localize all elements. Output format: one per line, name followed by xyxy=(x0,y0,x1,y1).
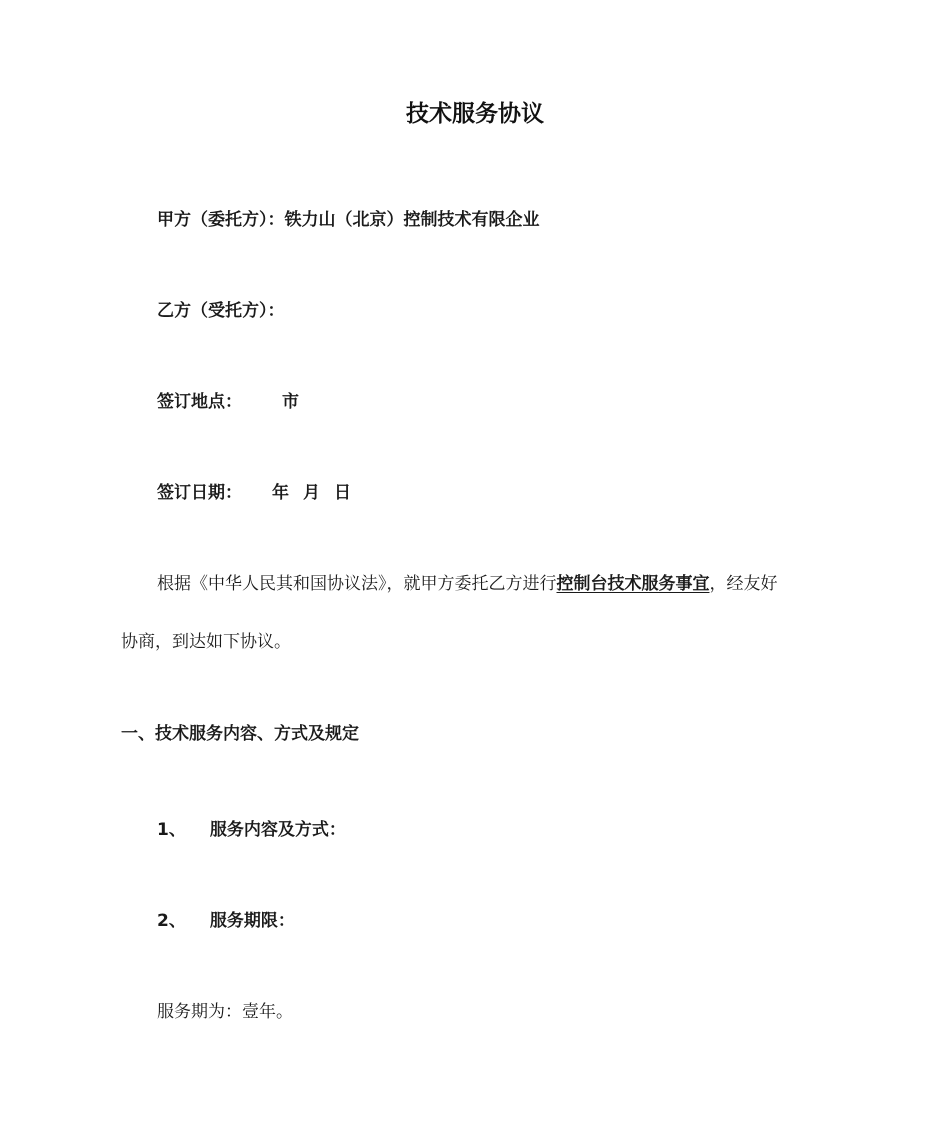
sign-date-year: 年 xyxy=(272,483,289,503)
item-1-number: 1、 xyxy=(157,820,186,840)
party-b-label: 乙方（受托方）： xyxy=(157,301,285,321)
item-2-number: 2、 xyxy=(157,911,186,931)
item-1 xyxy=(157,818,346,842)
item-2 xyxy=(157,909,295,933)
intro-paragraph-line2: 协商，到达如下协议。 xyxy=(121,632,291,652)
intro-paragraph-line1 xyxy=(157,572,778,596)
sign-date-line xyxy=(157,481,351,505)
sign-place-value: 市 xyxy=(282,392,299,412)
section-1-heading: 一、技术服务内容、方式及规定 xyxy=(121,724,359,744)
party-a-label: 甲方（委托方）： xyxy=(157,210,285,230)
item-1-label: 服务内容及方式： xyxy=(209,820,346,840)
sign-date-label: 签订日期： xyxy=(157,483,242,503)
intro-emphasis: 控制台技术服务事宜 xyxy=(556,574,710,594)
sign-place-label: 签订地点： xyxy=(157,392,242,412)
intro-text-part1: 根据《中华人民其和国协议法》，就甲方委托乙方进行 xyxy=(157,574,557,594)
party-a-value: 铁力山（北京）控制技术有限企业 xyxy=(284,210,540,230)
party-b-line xyxy=(157,299,285,323)
sign-date-month: 月 xyxy=(303,483,320,503)
party-a-line xyxy=(157,208,540,232)
service-period-text: 服务期为：壹年。 xyxy=(157,1002,293,1022)
sign-place-line xyxy=(157,390,299,414)
document-title: 技术服务协议 xyxy=(406,101,544,127)
sign-date-day: 日 xyxy=(334,483,351,503)
item-2-label: 服务期限： xyxy=(209,911,295,931)
intro-text-part2: ，经友好 xyxy=(709,574,778,594)
